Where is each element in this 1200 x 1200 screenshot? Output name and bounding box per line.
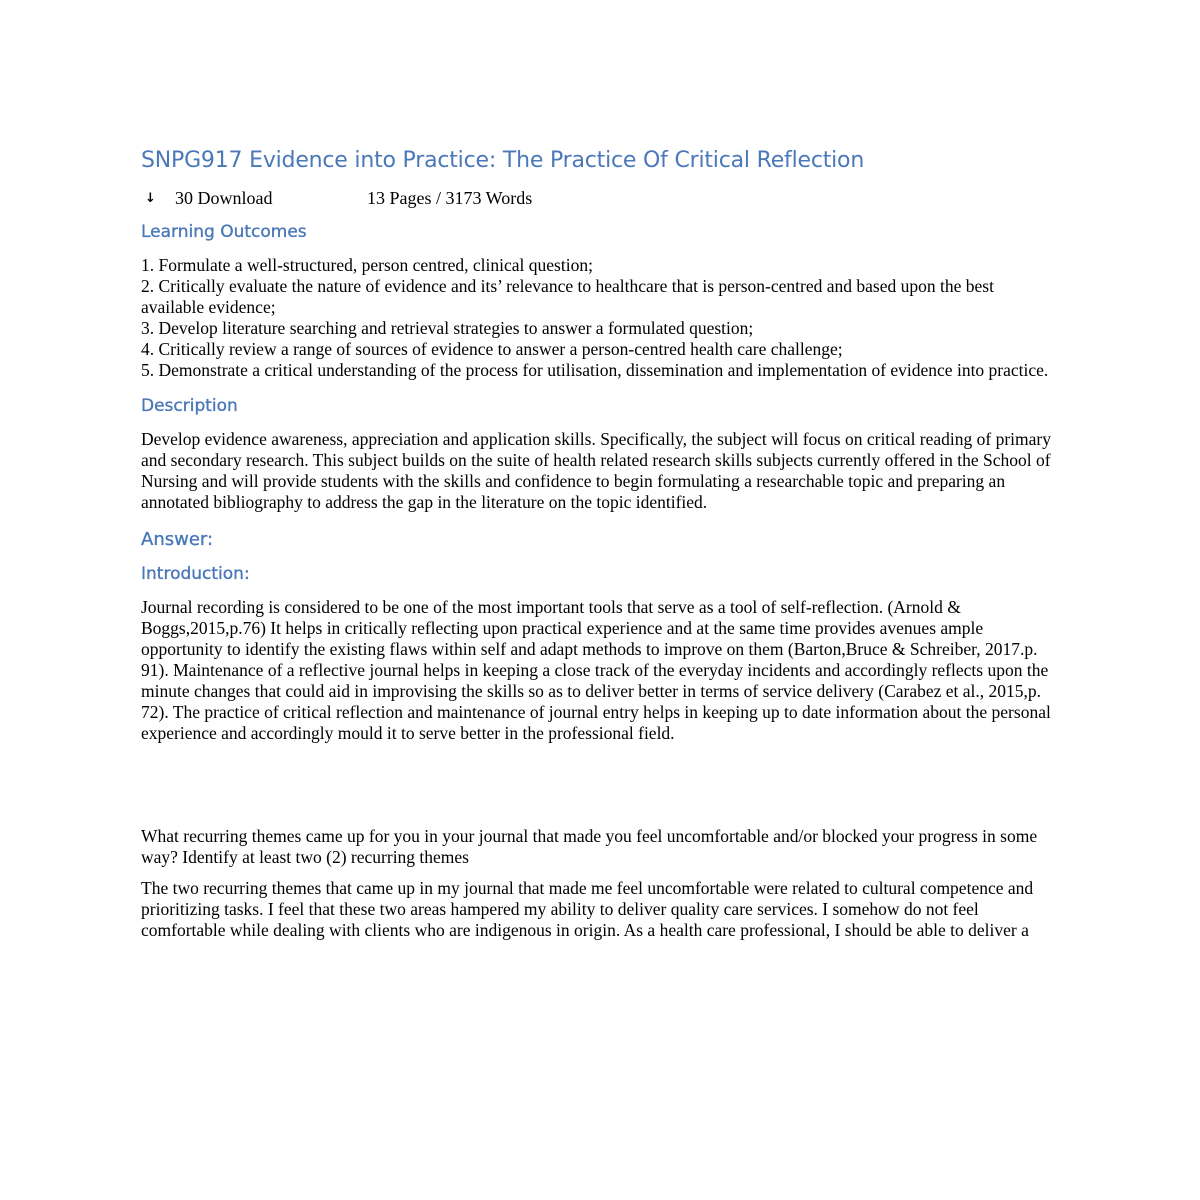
description-heading: Description (141, 396, 238, 416)
response-text: The two recurring themes that came up in my journal that made me feel uncomfortable were related to cultural competence and prioritizing tasks. I feel that these two areas hampered my ability to deliver quality care services. I somehow do not feel comfortable while dealing with clients who are indigenous in origin. As a health care professional, I should be able to deliver a (141, 878, 1034, 940)
list-item: 3. Develop literature searching and retrieval strategies to answer a formulated question; (141, 318, 754, 338)
question-text: What recurring themes came up for you in your journal that made you feel uncomfortable and/or blocked your progress in some way? Identify at least two (2) recurring themes (141, 826, 1038, 867)
document-page (141, 146, 1057, 955)
download-count: 30 Download (175, 188, 273, 208)
learning-outcomes-list (141, 255, 1057, 381)
pages-words-count: 13 Pages / 3173 Words (367, 188, 533, 208)
list-item: 4. Critically review a range of sources of evidence to answer a person-centred health care challenge; (141, 339, 843, 359)
blank-spacer (141, 758, 1057, 826)
document-title: SNPG917 Evidence into Practice: The Practice Of Critical Reflection (141, 148, 865, 173)
list-item: 1. Formulate a well-structured, person centred, clinical question; (141, 255, 593, 275)
introduction-text: Journal recording is considered to be one of the most important tools that serve as a tool of self-reflection. (Arnold & Boggs,2015,p.76) It helps in critically reflecting upon practical experience and at the same time provides avenues ample opportunity to identify the existing flaws within self and adapt methods to improve on them (Barton,Bruce & Schreiber, 2017.p. 91). Maintenance of a reflective journal helps in keeping a close track of the everyday incidents and accordingly reflects upon the minute changes that could aid in improvising the skills so as to deliver better in terms of service delivery (Carabez et al., 2015,p. 72). The practice of critical reflection and maintenance of journal entry helps in keeping up to date information about the personal experience and accordingly mould it to serve better in the professional field. (141, 597, 1051, 743)
introduction-heading: Introduction: (141, 564, 250, 584)
document-meta (141, 188, 1057, 209)
learning-outcomes-heading: Learning Outcomes (141, 222, 307, 242)
list-item: 5. Demonstrate a critical understanding of the process for utilisation, dissemination and implementation of evidence into practice. (141, 360, 1049, 380)
download-icon[interactable]: ↓ (145, 191, 156, 206)
list-item: 2. Critically evaluate the nature of evidence and its’ relevance to healthcare that is person-centred and based upon the best available evidence; (141, 276, 994, 317)
answer-heading: Answer: (141, 529, 214, 550)
description-text: Develop evidence awareness, appreciation and application skills. Specifically, the subject will focus on critical reading of primary and secondary research. This subject builds on the suite of health related research skills subjects currently offered in the School of Nursing and will provide students with the skills and confidence to begin formulating a researchable topic and preparing an annotated bibliography to address the gap in the literature on the topic identified. (141, 429, 1051, 512)
